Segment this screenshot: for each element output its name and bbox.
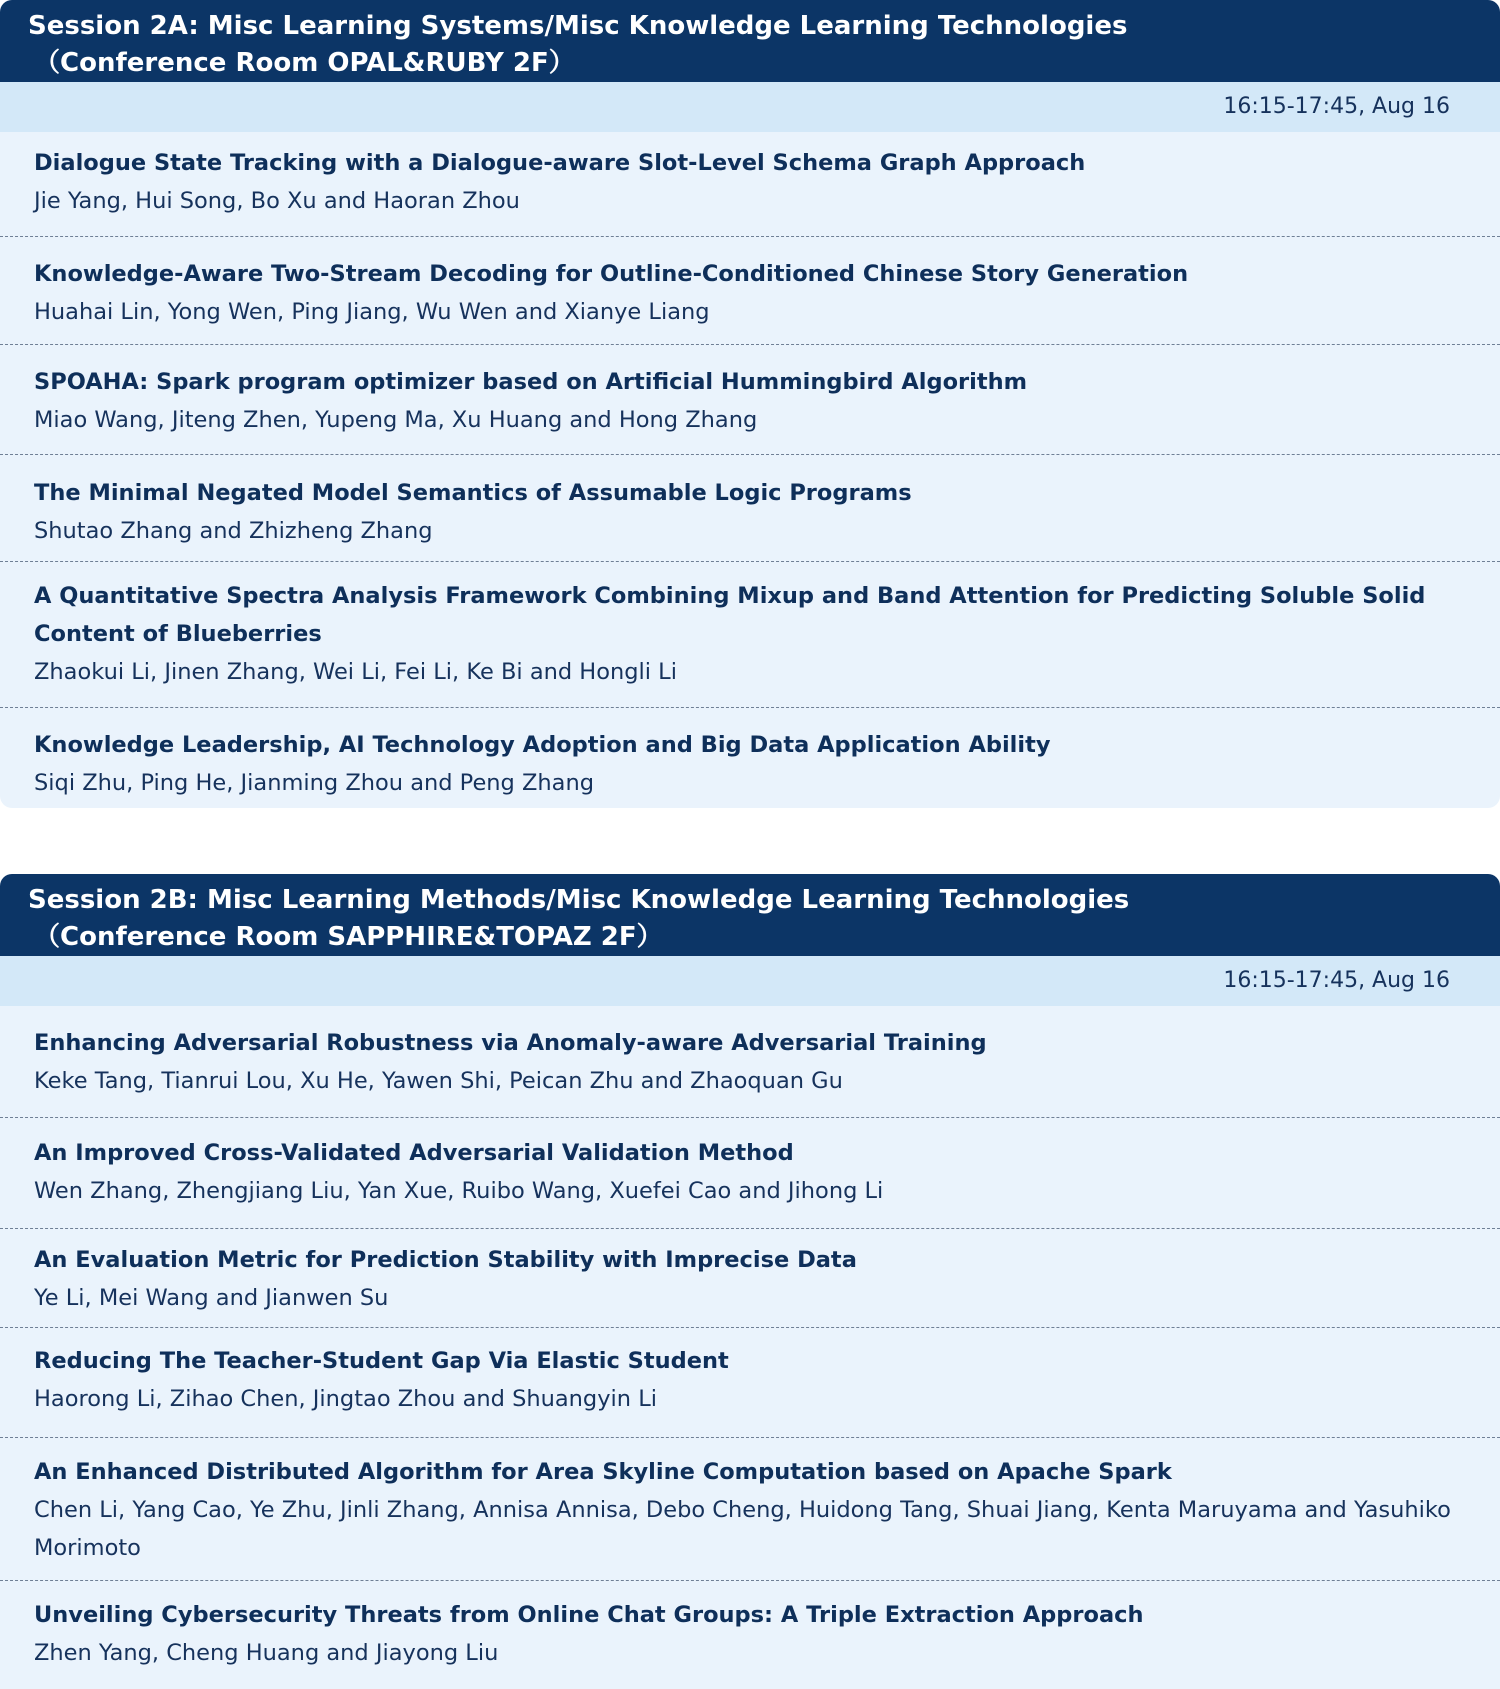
session-time [0, 82, 1500, 132]
paper-item [0, 1328, 1500, 1438]
paper-title: An Improved Cross-Validated Adversarial Validation Method [34, 1140, 794, 1166]
paper-item [0, 708, 1500, 808]
session-room: （Conference Room OPAL&RUBY 2F） [34, 48, 575, 78]
paper-title: An Evaluation Metric for Prediction Stability with Imprecise Data [34, 1247, 857, 1273]
paper-title: Dialogue State Tracking with a Dialogue-aware Slot-Level Schema Graph Approach [34, 150, 1086, 176]
paper-title: SPOAHA: Spark program optimizer based on Artificial Hummingbird Algorithm [34, 369, 1028, 395]
paper-authors: Haorong Li, Zihao Chen, Jingtao Zhou and Shuangyin Li [34, 1386, 657, 1412]
paper-item [0, 562, 1500, 708]
session-header [0, 874, 1500, 956]
paper-item [0, 237, 1500, 345]
paper-item [0, 1438, 1500, 1581]
paper-item [0, 1581, 1500, 1681]
paper-item [0, 1006, 1500, 1118]
paper-authors: Ye Li, Mei Wang and Jianwen Su [34, 1285, 389, 1311]
paper-title: Knowledge-Aware Two-Stream Decoding for Outline-Conditioned Chinese Story Generation [34, 261, 1189, 287]
paper-authors: Siqi Zhu, Ping He, Jianming Zhou and Peng Zhang [34, 770, 594, 796]
paper-authors: Zhen Yang, Cheng Huang and Jiayong Liu [34, 1640, 499, 1666]
paper-authors: Miao Wang, Jiteng Zhen, Yupeng Ma, Xu Huang and Hong Zhang [34, 407, 758, 433]
paper-title: Reducing The Teacher-Student Gap Via Elastic Student [34, 1348, 729, 1374]
paper-title: An Enhanced Distributed Algorithm for Area Skyline Computation based on Apache Spark [34, 1459, 1172, 1485]
paper-item [0, 455, 1500, 562]
paper-item [0, 345, 1500, 455]
paper-item [0, 1229, 1500, 1328]
session-time [0, 956, 1500, 1006]
session-header [0, 0, 1500, 82]
paper-authors: Zhaokui Li, Jinen Zhang, Wei Li, Fei Li, Ke Bi and Hongli Li [34, 659, 677, 685]
paper-title: A Quantitative Spectra Analysis Framework Combining Mixup and Band Attention for Predicting Soluble Solid Content of Blueberries [34, 583, 1426, 647]
paper-title: Unveiling Cybersecurity Threats from Online Chat Groups: A Triple Extraction Approach [34, 1602, 1144, 1628]
session-time-text: 16:15-17:45, Aug 16 [1223, 968, 1450, 993]
session-2b-card [0, 874, 1500, 1689]
session-room: （Conference Room SAPPHIRE&TOPAZ 2F） [34, 922, 663, 952]
paper-title: The Minimal Negated Model Semantics of Assumable Logic Programs [34, 480, 912, 506]
paper-authors: Keke Tang, Tianrui Lou, Xu He, Yawen Shi, Peican Zhu and Zhaoquan Gu [34, 1068, 843, 1094]
paper-item [0, 132, 1500, 237]
paper-authors: Huahai Lin, Yong Wen, Ping Jiang, Wu Wen and Xianye Liang [34, 299, 710, 325]
paper-item [0, 1118, 1500, 1229]
paper-title: Knowledge Leadership, AI Technology Adoption and Big Data Application Ability [34, 732, 1051, 758]
session-title: Session 2B: Misc Learning Methods/Misc Knowledge Learning Technologies [28, 885, 1130, 915]
session-time-text: 16:15-17:45, Aug 16 [1223, 94, 1450, 119]
session-title: Session 2A: Misc Learning Systems/Misc Knowledge Learning Technologies [28, 11, 1128, 41]
paper-authors: Chen Li, Yang Cao, Ye Zhu, Jinli Zhang, Annisa Annisa, Debo Cheng, Huidong Tang, Shuai Jiang, Kenta Maruyama and Yasuhiko Morimoto [34, 1497, 1451, 1561]
paper-title: Enhancing Adversarial Robustness via Anomaly-aware Adversarial Training [34, 1030, 987, 1056]
session-2a-card [0, 0, 1500, 808]
paper-authors: Wen Zhang, Zhengjiang Liu, Yan Xue, Ruibo Wang, Xuefei Cao and Jihong Li [34, 1178, 884, 1204]
paper-authors: Shutao Zhang and Zhizheng Zhang [34, 518, 433, 544]
paper-authors: Jie Yang, Hui Song, Bo Xu and Haoran Zhou [34, 188, 520, 214]
